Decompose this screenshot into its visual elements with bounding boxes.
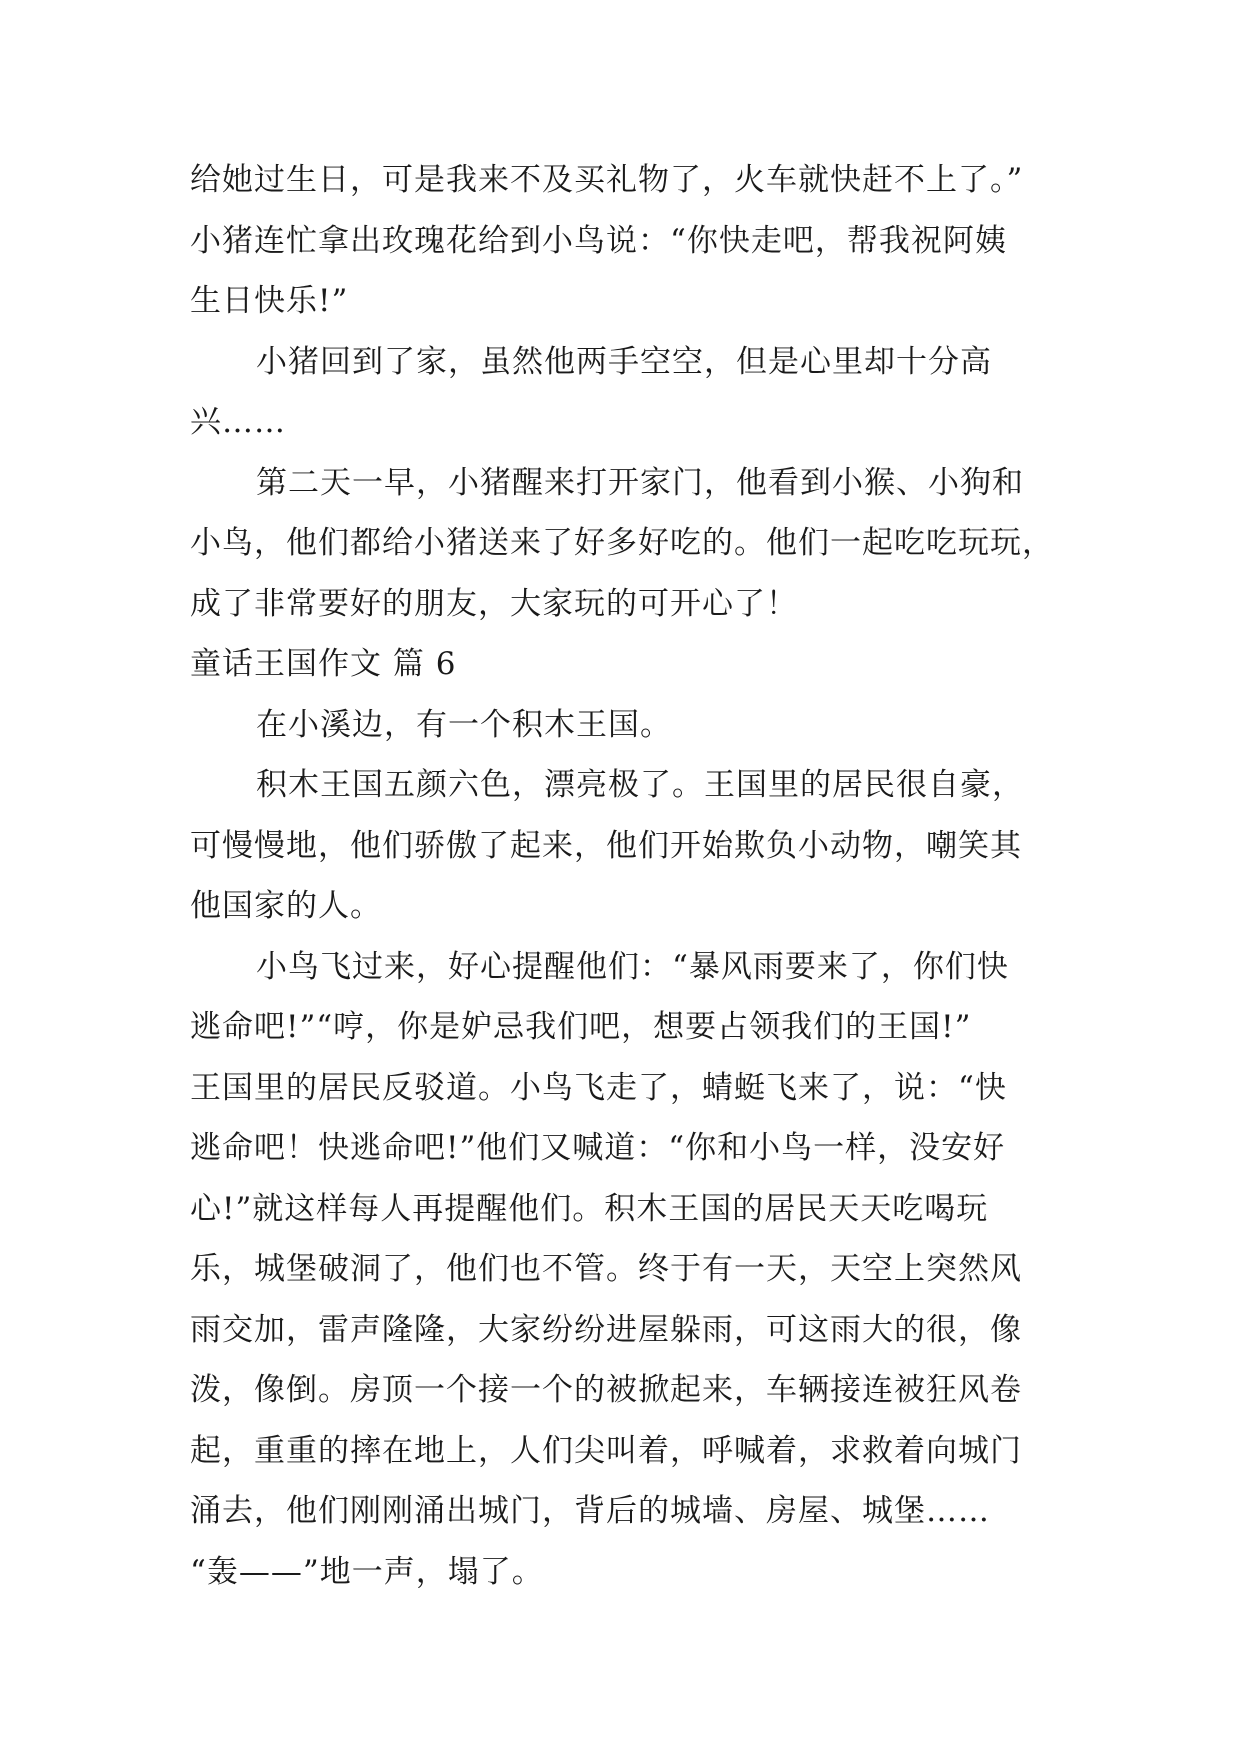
text-line: 第二天一早，小猪醒来打开家门，他看到小猴、小狗和 [256, 464, 1024, 501]
section-heading: 童话王国作文 篇 6 [190, 646, 457, 682]
text-line: 涌去，他们刚刚涌出城门，背后的城墙、房屋、城堡…… [190, 1493, 990, 1529]
text-line: 给她过生日，可是我来不及买礼物了，火车就快赶不上了。” [190, 162, 1024, 198]
text-line: 心!”就这样每人再提醒他们。积木王国的居民天天吃喝玩 [190, 1190, 989, 1227]
text-line: 积木王国五颜六色，漂亮极了。王国里的居民很自豪， [256, 767, 1024, 803]
text-line: 小鸟飞过来，好心提醒他们：“暴风雨要来了，你们快 [256, 948, 1009, 985]
text-line: 王国里的居民反驳道。小鸟飞走了，蜻蜓飞来了，说：“快 [190, 1069, 1007, 1106]
text-line: 成了非常要好的朋友，大家玩的可开心了！ [190, 585, 798, 622]
text-line: 小猪连忙拿出玫瑰花给到小鸟说：“你快走吧，帮我祝阿姨 [190, 222, 1007, 259]
text-line: 小猪回到了家，虽然他两手空空，但是心里却十分高 [256, 343, 992, 380]
document-body [190, 150, 1070, 1602]
text-line: 逃命吧!”“哼，你是妒忌我们吧，想要占领我们的王国!” [190, 1009, 972, 1045]
text-line: 生日快乐!” [190, 283, 349, 319]
text-line: 兴…… [190, 404, 286, 440]
text-line: 起，重重的摔在地上，人们尖叫着，呼喊着，求救着向城门 [190, 1432, 1022, 1469]
text-line: 逃命吧！快逃命吧!”他们又喊道：“你和小鸟一样，没安好 [190, 1130, 1006, 1166]
text-line: 他国家的人。 [190, 888, 382, 924]
text-line: 乐，城堡破洞了，他们也不管。终于有一天，天空上突然风 [190, 1251, 1022, 1287]
text-line: 可慢慢地，他们骄傲了起来，他们开始欺负小动物，嘲笑其 [190, 827, 1022, 864]
text-line: 在小溪边，有一个积木王国。 [256, 706, 672, 743]
text-line: 泼，像倒。房顶一个接一个的被掀起来，车辆接连被狂风卷 [190, 1372, 1022, 1408]
text-line: “轰——”地一声，塌了。 [190, 1553, 544, 1590]
text-line: 小鸟，他们都给小猪送来了好多好吃的。他们一起吃吃玩玩， [190, 525, 1054, 561]
text-line: 雨交加，雷声隆隆，大家纷纷进屋躲雨，可这雨大的很，像 [190, 1311, 1022, 1348]
